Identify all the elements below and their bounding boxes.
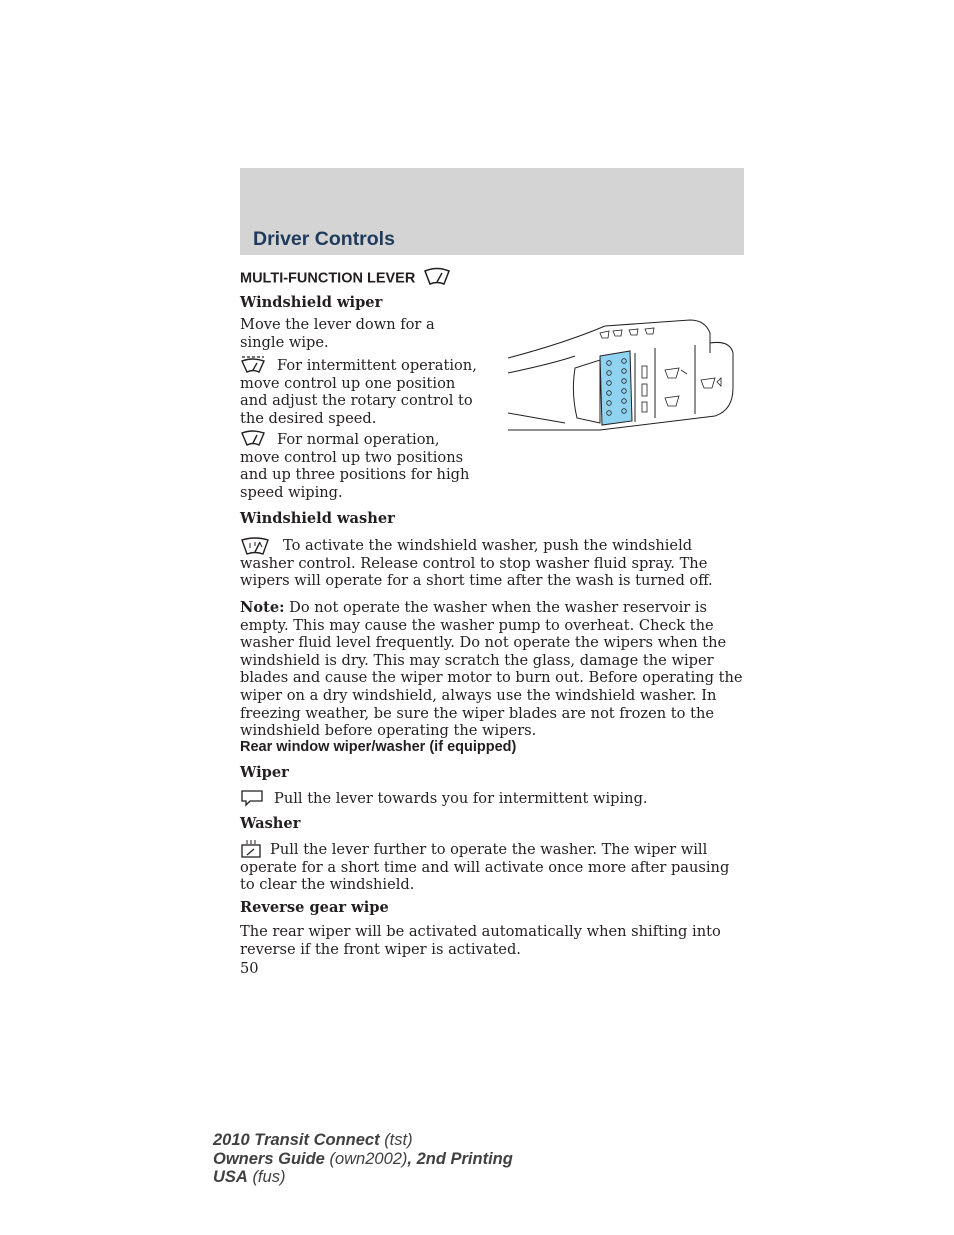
reverse-gear-heading: Reverse gear wipe [240,899,389,916]
footer-market: USA [213,1168,248,1186]
note-paragraph [240,599,745,740]
windshield-wiper-heading: Windshield wiper [240,294,383,311]
front-wiper-icon [423,267,451,287]
rear-wiper-text: Pull the lever towards you for intermittent wiping. [274,790,648,807]
section-title-text: MULTI-FUNCTION LEVER [240,270,416,287]
note-label: Note: [240,599,285,616]
rear-wiper-heading: Wiper [240,764,289,781]
footer-line-3 [213,1168,513,1187]
footer-line-2 [213,1150,513,1169]
rear-washer-heading: Washer [240,815,301,832]
footer [213,1131,513,1187]
section-title [240,270,451,287]
rear-section-title: Rear window wiper/washer (if equipped) [240,739,517,755]
footer-market-code: (fus) [252,1168,286,1186]
single-wipe-text: Move the lever down for a single wipe. [240,316,435,351]
normal-operation-text: For normal operation, move control up two positions and up three positions for high speed wiping. [240,431,470,501]
page-number: 50 [240,960,259,977]
windshield-washer-text: To activate the windshield washer, push the windshield washer control. Release control to stop washer fluid spray. The wipers will operate for a short time after the wash is turned off. [240,537,713,590]
footer-guide-code: (own2002) [329,1149,408,1168]
page-title: Driver Controls [253,228,395,250]
footer-guide: Owners Guide [213,1149,325,1168]
intermittent-text: For intermittent operation, move control up one position and adjust the rotary control to the desired speed. [240,357,477,427]
windshield-washer-heading: Windshield washer [240,510,395,527]
lever-illustration [505,318,740,433]
note-text: Do not operate the washer when the washer reservoir is empty. This may cause the washer pump to overheat. Check the washer fluid level frequently. Do not operate the wipers when the windshield is dry. This may scratch the glass, damage the wiper blades and cause the wiper motor to burn out. Before operating the wiper on a dry windshield, always use the windshield washer. In freezing weather, be sure the wiper blades are not frozen to the windshield before operating the wipers. [240,599,743,740]
rear-washer-text: Pull the lever further to operate the washer. The wiper will operate for a short time and will activate once more after pausing to clear the windshield. [240,841,730,894]
reverse-gear-text: The rear wiper will be activated automatically when shifting into reverse if the front wiper is activated. [240,923,721,958]
footer-line-1 [213,1131,513,1150]
footer-model-code: (tst) [384,1131,413,1149]
footer-printing: , 2nd Printing [407,1149,513,1168]
footer-model: 2010 Transit Connect [213,1131,380,1149]
